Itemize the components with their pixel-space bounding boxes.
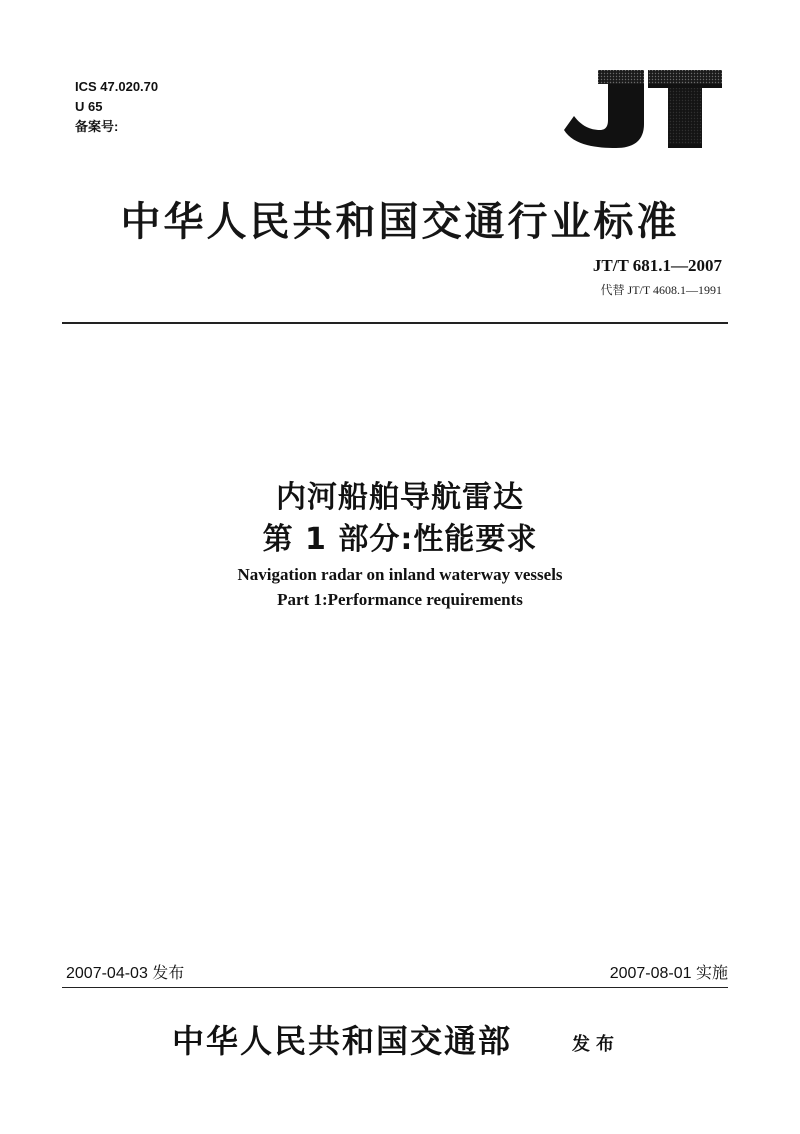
jt-logo [564,66,724,150]
title-cn-line2: 第 1 部分:性能要求 [262,522,538,557]
title-en-line1: Navigation radar on inland waterway vessels [237,565,563,584]
classification-code: U 65 [75,99,103,114]
filing-number-label: 备案号: [75,119,119,134]
effective-date: 2007-08-01 实施 [609,965,728,982]
issue-date: 2007-04-03 发布 [66,965,185,982]
ics-code: ICS 47.020.70 [75,79,159,94]
title-cn-line1: 内河船舶导航雷达 [276,480,524,515]
industry-standard-title: 中华人民共和国交通行业标准 [120,198,680,245]
footer-divider [62,987,728,988]
title-en-line2: Part 1:Performance requirements [277,590,523,609]
header-divider [62,322,728,324]
issuing-organization: 中华人民共和国交通部 [172,1022,513,1060]
issue-label: 发布 [572,1034,620,1055]
replaced-standard: 代替 JT/T 4608.1—1991 [600,283,722,297]
standard-number: JT/T 681.1—2007 [592,256,722,275]
